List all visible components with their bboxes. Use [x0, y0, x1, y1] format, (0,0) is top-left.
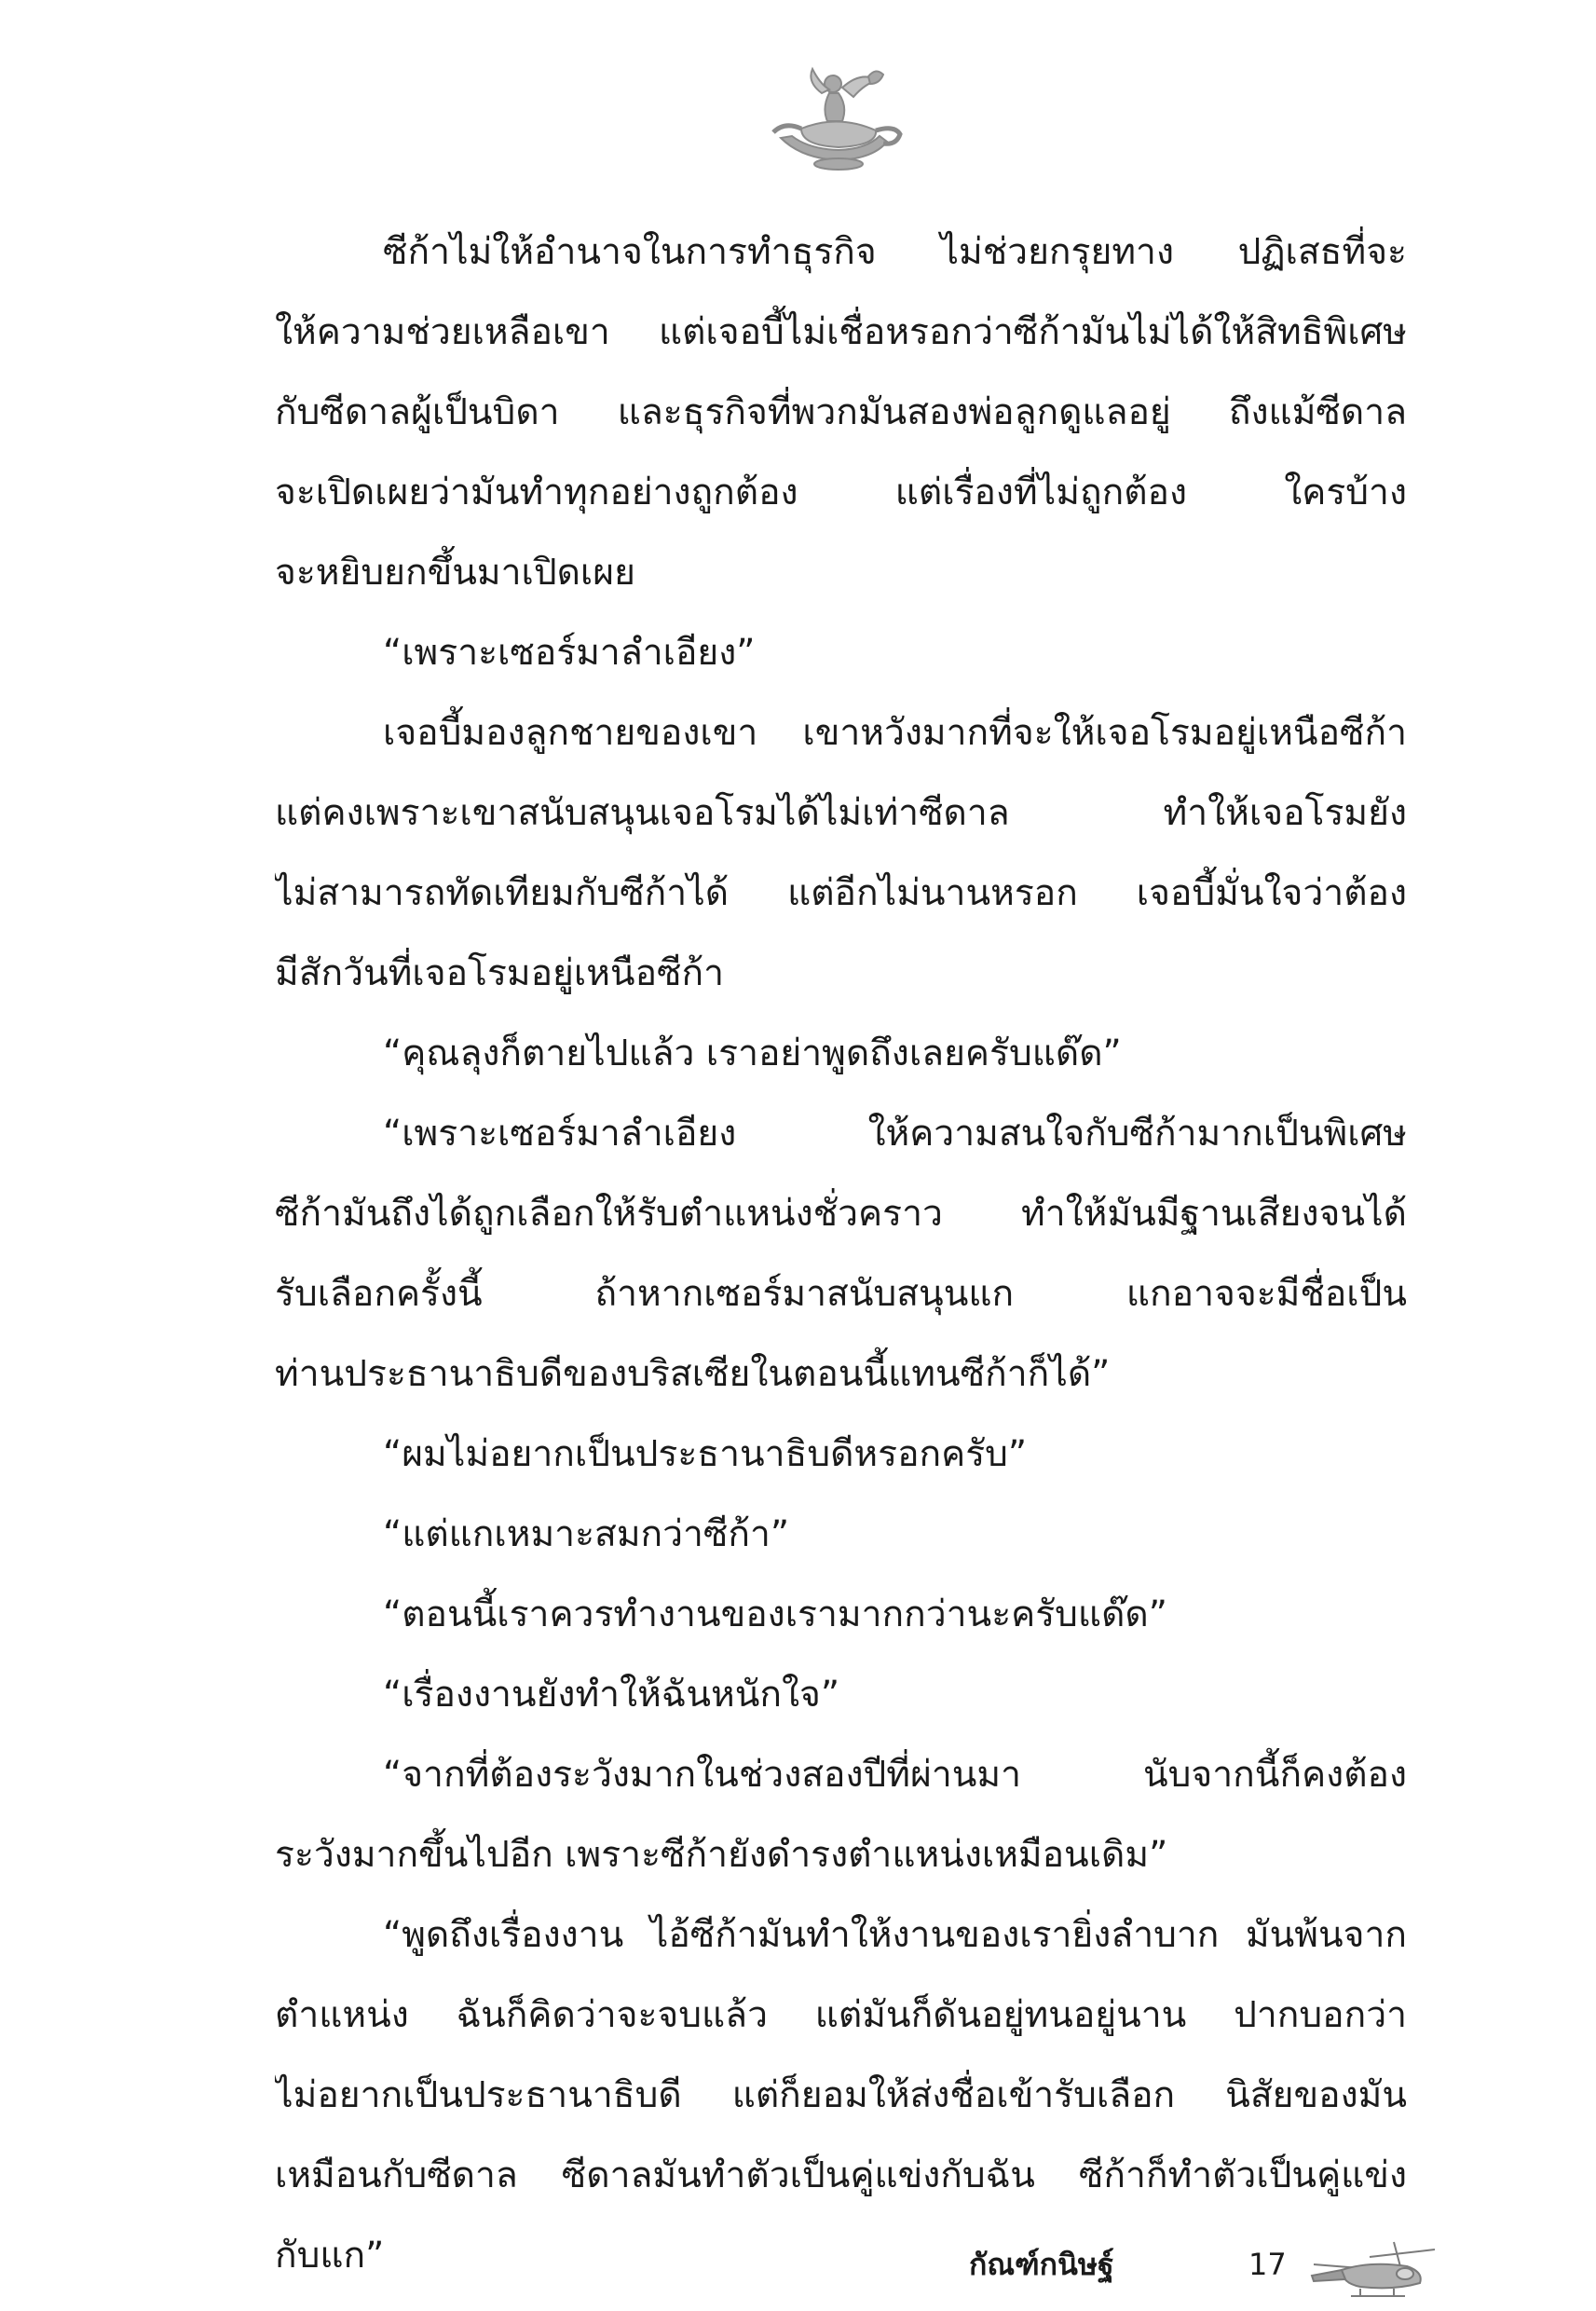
- page-number: 17: [1248, 2247, 1287, 2282]
- text-line: “ผมไม่อยากเป็นประธานาธิบดีหรอกครับ”: [383, 1433, 1028, 1475]
- text-line: “เรื่องงานยังทำให้ฉันหนักใจ”: [383, 1674, 840, 1716]
- text-line: ท่านประธานาธิบดีของบริสเซียในตอนนี้แทนซีก้าก็ได้”: [275, 1353, 1111, 1395]
- text-line: “จากที่ต้องระวังมากในช่วงสองปีที่ผ่านมา นับจากนี้ก็คงต้อง: [383, 1754, 1407, 1796]
- text-line: ให้ความช่วยเหลือเขา แต่เจอบี้ไม่เชื่อหรอกว่าซีก้ามันไม่ได้ให้สิทธิพิเศษ: [275, 311, 1407, 353]
- text-line: จะเปิดเผยว่ามันทำทุกอย่างถูกต้อง แต่เรื่องที่ไม่ถูกต้อง ใครบ้าง: [275, 472, 1407, 513]
- text-line: รับเลือกครั้งนี้ ถ้าหากเซอร์มาสนับสนุนแก แกอาจจะมีชื่อเป็น: [275, 1273, 1407, 1315]
- text-line: มีสักวันที่เจอโรมอยู่เหนือซีก้า: [275, 952, 724, 994]
- text-line: ไม่สามารถทัดเทียมกับซีก้าได้ แต่อีกไม่นานหรอก เจอบี้มั่นใจว่าต้อง: [275, 872, 1407, 914]
- page-footer: [969, 2236, 1453, 2302]
- text-line: จะหยิบยกขึ้นมาเปิดเผย: [275, 552, 635, 594]
- text-line: “พูดถึงเรื่องงาน ไอ้ซีก้ามันทำให้งานของเรายิ่งลำบาก มันพ้นจาก: [383, 1914, 1407, 1956]
- text-line: ไม่อยากเป็นประธานาธิบดี แต่ก็ยอมให้ส่งชื่อเข้ารับเลือก นิสัยของมัน: [275, 2074, 1407, 2116]
- text-line: ระวังมากขึ้นไปอีก เพราะซีก้ายังดำรงตำแหน่งเหมือนเดิม”: [275, 1834, 1168, 1876]
- text-line: เจอบี้มองลูกชายของเขา เขาหวังมากที่จะให้เจอโรมอยู่เหนือซีก้า: [383, 712, 1407, 754]
- text-line: “เพราะเซอร์มาลำเอียง ให้ความสนใจกับซีก้ามากเป็นพิเศษ: [383, 1113, 1407, 1155]
- text-line: “คุณลุงก็ตายไปแล้ว เราอย่าพูดถึงเลยครับแด๊ด”: [383, 1032, 1122, 1074]
- helicopter-icon: [1304, 2236, 1453, 2302]
- text-line: ซีก้ามันถึงได้ถูกเลือกให้รับตำแหน่งชั่วคราว ทำให้มันมีฐานเสียงจนได้: [275, 1193, 1407, 1235]
- text-line: “เพราะเซอร์มาลำเอียง”: [383, 632, 756, 674]
- text-line: ตำแหน่ง ฉันก็คิดว่าจะจบแล้ว แต่มันก็ดันอยู่ทนอยู่นาน ปากบอกว่า: [275, 1994, 1407, 2036]
- text-line: กับแก”: [275, 2235, 385, 2277]
- body-text: [275, 212, 1407, 2296]
- text-line: “ตอนนี้เราควรทำงานของเรามากกว่านะครับแด๊ด”: [383, 1593, 1167, 1635]
- book-title: กัณฑ์กนิษฐ์: [969, 2247, 1114, 2282]
- text-line: ซีก้าไม่ให้อำนาจในการทำธุรกิจ ไม่ช่วยกรุยทาง ปฏิเสธที่จะ: [383, 231, 1407, 273]
- cupid-lamp-icon: [764, 56, 913, 177]
- text-line: เหมือนกับซีดาล ซีดาลมันทำตัวเป็นคู่แข่งกับฉัน ซีก้าก็ทำตัวเป็นคู่แข่ง: [275, 2154, 1407, 2196]
- text-line: กับซีดาลผู้เป็นบิดา และธุรกิจที่พวกมันสองพ่อลูกดูแลอยู่ ถึงแม้ซีดาล: [275, 391, 1407, 433]
- text-line: แต่คงเพราะเขาสนับสนุนเจอโรมได้ไม่เท่าซีดาล ทำให้เจอโรมยัง: [275, 792, 1407, 834]
- text-line: “แต่แกเหมาะสมกว่าซีก้า”: [383, 1513, 790, 1555]
